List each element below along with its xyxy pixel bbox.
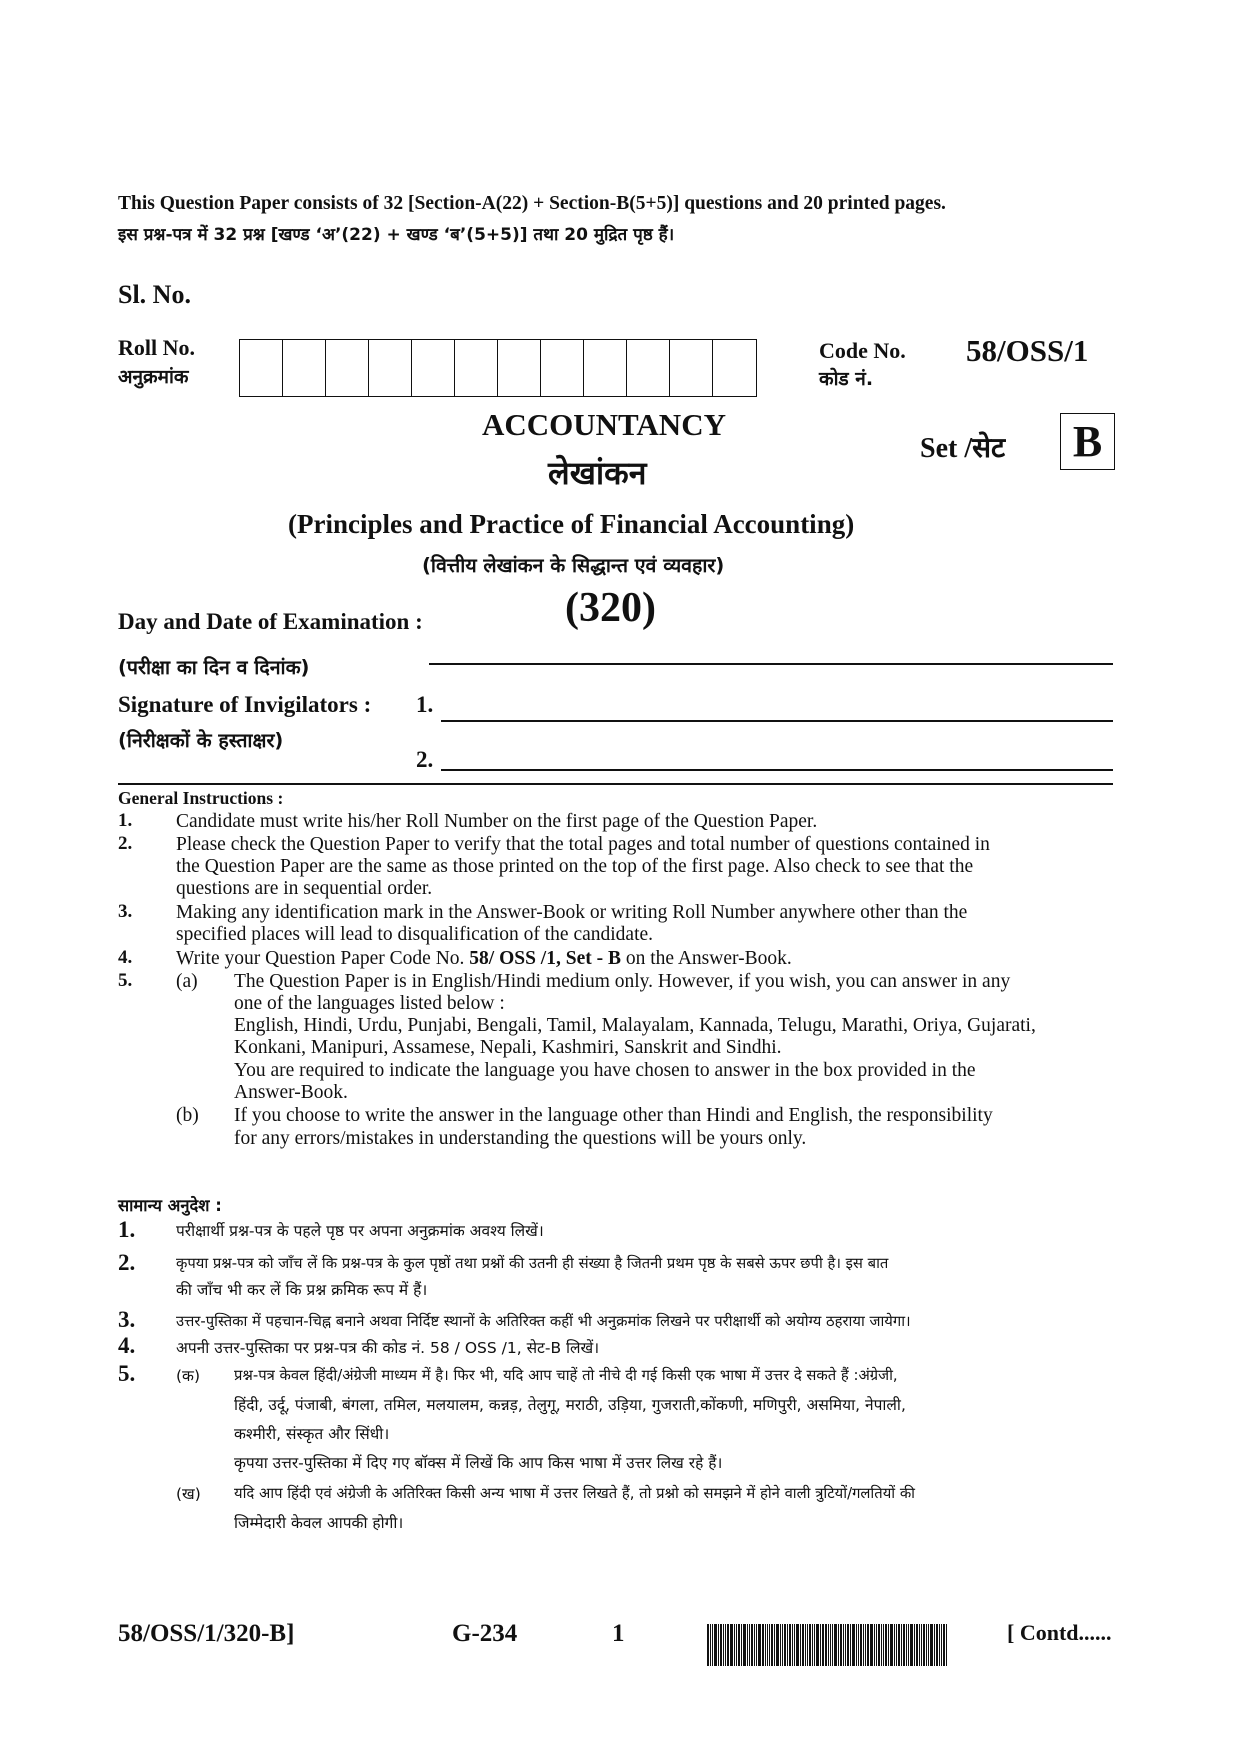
- barcode-bar: [809, 1624, 811, 1666]
- paper-consists-en: This Question Paper consists of 32 [Section-A(22) + Section-B(5+5)] questions and 20 printed pages.: [118, 193, 946, 214]
- barcode-bar: [874, 1624, 875, 1666]
- barcode-bar: [765, 1624, 766, 1666]
- general-instructions-heading-hi: सामान्य अनुदेश :: [118, 1196, 222, 1215]
- instruction-number: 5.: [118, 1361, 136, 1386]
- barcode-bar: [767, 1624, 768, 1666]
- roll-digit-box[interactable]: [412, 340, 455, 396]
- instruction-number: 4.: [118, 947, 133, 968]
- barcode-bar: [710, 1624, 711, 1666]
- barcode-bar: [850, 1624, 851, 1666]
- barcode-bar: [725, 1624, 726, 1666]
- instruction-hi-5a-line-3: कश्मीरी, संस्कृत और सिंधी।: [234, 1425, 390, 1443]
- instruction-5a-label: (a): [176, 971, 198, 992]
- barcode-bar: [794, 1624, 795, 1666]
- instruction-1: Candidate must write his/her Roll Number on the first page of the Question Paper.: [176, 811, 818, 832]
- barcode-bar: [852, 1624, 855, 1666]
- barcode-bar: [908, 1624, 909, 1666]
- roll-digit-box[interactable]: [283, 340, 326, 396]
- barcode-bar: [881, 1624, 882, 1666]
- barcode: [707, 1624, 1005, 1666]
- barcode-bar: [914, 1624, 915, 1666]
- barcode-bar: [730, 1624, 733, 1666]
- barcode-bar: [758, 1624, 761, 1666]
- barcode-bar: [847, 1624, 849, 1666]
- roll-digit-box[interactable]: [240, 340, 283, 396]
- barcode-bar: [941, 1624, 942, 1666]
- barcode-bar: [820, 1624, 821, 1666]
- barcode-bar: [738, 1624, 740, 1666]
- barcode-bar: [921, 1624, 922, 1666]
- instruction-hi-3: उत्तर-पुस्तिका में पहचान-चिह्न बनाने अथवा निर्दिष्ट स्थानों के अतिरिक्त कहीं भी अनुक्रमांक लिखने पर परीक्षार्थी को अयोग्य ठहराया जायेगा।: [176, 1313, 911, 1330]
- instruction-4-text-end: on the Answer-Book.: [620, 948, 792, 969]
- subtitle-hi: (वित्तीय लेखांकन के सिद्धान्त एवं व्यवहार): [422, 554, 725, 577]
- instruction-3-line-2: specified places will lead to disqualification of the candidate.: [176, 924, 654, 945]
- barcode-bar: [747, 1624, 748, 1666]
- instruction-number: 1.: [118, 1217, 136, 1242]
- barcode-bar: [802, 1624, 804, 1666]
- barcode-bar: [840, 1624, 842, 1666]
- instruction-5a-line-2: one of the languages listed below :: [234, 993, 505, 1014]
- signature-1-line[interactable]: [441, 720, 1113, 722]
- instruction-5a-line-3: English, Hindi, Urdu, Punjabi, Bengali, Tamil, Malayalam, Kannada, Telugu, Marathi, Oriya, Gujarati,: [234, 1015, 1036, 1036]
- day-date-label: Day and Date of Examination :: [118, 609, 423, 634]
- subtitle: (Principles and Practice of Financial Accounting): [288, 509, 855, 539]
- roll-digit-box[interactable]: [541, 340, 584, 396]
- barcode-bar: [784, 1624, 786, 1666]
- barcode-bar: [930, 1624, 933, 1666]
- barcode-bar: [863, 1624, 864, 1666]
- roll-no-label-hi: अनुक्रमांक: [118, 366, 189, 388]
- general-instructions-heading: General Instructions :: [118, 788, 284, 808]
- barcode-bar: [878, 1624, 880, 1666]
- instruction-hi-5b-line-1: यदि आप हिंदी एवं अंग्रेजी के अतिरिक्त किसी अन्य भाषा में उत्तर लिखते हैं, तो प्रश्नो को समझने में होने वाली त्रुटियों/गलतियों की: [234, 1485, 916, 1502]
- barcode-bar: [883, 1624, 884, 1666]
- barcode-bar: [894, 1624, 895, 1666]
- instruction-hi-5a-label: (क): [176, 1367, 200, 1385]
- barcode-bar: [916, 1624, 918, 1666]
- instruction-4-code: 58/ OSS /1, Set - B: [469, 948, 621, 969]
- day-date-line[interactable]: [429, 663, 1113, 665]
- barcode-bar: [943, 1624, 945, 1666]
- barcode-bar: [780, 1624, 781, 1666]
- instruction-hi-1: परीक्षार्थी प्रश्न-पत्र के पहले पृष्ठ पर अपना अनुक्रमांक अवश्य लिखें।: [176, 1222, 544, 1240]
- serial-number-label: Sl. No.: [118, 280, 191, 309]
- instruction-number: 2.: [118, 1250, 136, 1275]
- barcode-bar: [834, 1624, 837, 1666]
- barcode-bar: [898, 1624, 900, 1666]
- barcode-bar: [789, 1624, 791, 1666]
- roll-digit-box[interactable]: [627, 340, 670, 396]
- instruction-hi-2-line-1: कृपया प्रश्न-पत्र को जाँच लें कि प्रश्न-पत्र के कुल पृष्ठों तथा प्रश्नों की उतनी ही संख्या है जितनी प्रथम पृष्ठ के सबसे ऊपर छपी है। इस बात: [176, 1255, 889, 1272]
- barcode-bar: [903, 1624, 905, 1666]
- instruction-2-line-2: the Question Paper are the same as those printed on the top of the first page. Also check to see that the: [176, 856, 974, 877]
- continued-label: [ Contd......: [1007, 1620, 1112, 1645]
- instruction-5b-line-2: for any errors/mistakes in understanding the questions will be yours only.: [234, 1128, 807, 1149]
- barcode-bar: [888, 1624, 889, 1666]
- barcode-bar: [876, 1624, 877, 1666]
- barcode-bar: [723, 1624, 724, 1666]
- barcode-bar: [867, 1624, 869, 1666]
- barcode-bar: [751, 1624, 753, 1666]
- barcode-bar: [919, 1624, 920, 1666]
- code-number: 58/OSS/1: [966, 333, 1089, 368]
- barcode-bar: [832, 1624, 833, 1666]
- roll-digit-box[interactable]: [670, 340, 713, 396]
- barcode-bar: [910, 1624, 913, 1666]
- instruction-hi-5a-line-1: प्रश्न-पत्र केवल हिंदी/अंग्रेजी माध्यम में है। फिर भी, यदि आप चाहें तो नीचे दी गई किसी एक भाषा में उत्तर दे सकते हैं :अंग्रेजी,: [234, 1367, 898, 1384]
- roll-digit-box[interactable]: [713, 340, 756, 396]
- barcode-bar: [800, 1624, 801, 1666]
- instruction-number: 2.: [118, 833, 133, 854]
- day-date-label-hi: (परीक्षा का दिन व दिनांक): [118, 656, 310, 679]
- footer-g-code: G-234: [452, 1620, 518, 1647]
- barcode-bar: [776, 1624, 779, 1666]
- barcode-bar: [720, 1624, 722, 1666]
- barcode-bar: [814, 1624, 815, 1666]
- paper-consists-hi: इस प्रश्न-पत्र में 32 प्रश्न [खण्ड ‘अ’(22) + खण्ड ‘ब’(5+5)] तथा 20 मुद्रित पृष्ठ हैं।: [118, 225, 675, 245]
- instruction-hi-2-line-2: की जाँच भी कर लें कि प्रश्न क्रमिक रूप में हैं।: [176, 1281, 428, 1299]
- barcode-bar: [934, 1624, 935, 1666]
- signature-1-number: 1.: [416, 692, 434, 717]
- barcode-bar: [845, 1624, 846, 1666]
- roll-number-boxes[interactable]: [239, 339, 757, 397]
- barcode-bar: [771, 1624, 773, 1666]
- barcode-bar: [825, 1624, 827, 1666]
- barcode-bar: [828, 1624, 829, 1666]
- barcode-bar: [928, 1624, 929, 1666]
- barcode-bar: [822, 1624, 824, 1666]
- instruction-hi-5b-label: (ख): [176, 1485, 201, 1503]
- barcode-bar: [796, 1624, 799, 1666]
- barcode-bar: [756, 1624, 757, 1666]
- course-code: (320): [565, 585, 656, 631]
- barcode-bar: [707, 1624, 709, 1666]
- barcode-bar: [830, 1624, 831, 1666]
- footer-paper-code: 58/OSS/1/320-B]: [118, 1620, 295, 1647]
- barcode-bar: [774, 1624, 775, 1666]
- barcode-bar: [865, 1624, 866, 1666]
- barcode-bar: [870, 1624, 873, 1666]
- instruction-3-line-1: Making any identification mark in the Answer-Book or writing Roll Number anywhere other than the: [176, 902, 968, 923]
- code-no-label: Code No.: [819, 338, 906, 363]
- barcode-bar: [727, 1624, 729, 1666]
- barcode-bar: [901, 1624, 902, 1666]
- barcode-bar: [923, 1624, 925, 1666]
- barcode-bar: [926, 1624, 927, 1666]
- barcode-bar: [712, 1624, 713, 1666]
- instruction-hi-4: अपनी उत्तर-पुस्तिका पर प्रश्न-पत्र की कोड नं. 58 / OSS /1, सेट-B लिखें।: [176, 1339, 600, 1357]
- barcode-bar: [858, 1624, 859, 1666]
- barcode-bar: [807, 1624, 808, 1666]
- instruction-2-line-3: questions are in sequential order.: [176, 878, 433, 899]
- barcode-bar: [754, 1624, 755, 1666]
- barcode-bar: [890, 1624, 893, 1666]
- instruction-number: 1.: [118, 810, 133, 831]
- barcode-bar: [906, 1624, 907, 1666]
- instruction-5a-line-4: Konkani, Manipuri, Assamese, Nepali, Kashmiri, Sanskrit and Sindhi.: [234, 1037, 782, 1058]
- instruction-number: 4.: [118, 1333, 136, 1358]
- barcode-bar: [885, 1624, 887, 1666]
- code-no-label-hi: कोड नं.: [819, 368, 874, 390]
- instruction-5a-line-6: Answer-Book.: [234, 1082, 348, 1103]
- barcode-bar: [816, 1624, 819, 1666]
- barcode-bar: [860, 1624, 862, 1666]
- roll-digit-box[interactable]: [369, 340, 412, 396]
- roll-digit-box[interactable]: [455, 340, 498, 396]
- barcode-bar: [749, 1624, 750, 1666]
- barcode-bar: [714, 1624, 717, 1666]
- subject-title-hi: लेखांकन: [548, 454, 647, 492]
- page-number: 1: [612, 1620, 625, 1647]
- roll-no-label: Roll No.: [118, 335, 195, 360]
- barcode-bar: [792, 1624, 793, 1666]
- barcode-bar: [769, 1624, 770, 1666]
- signature-label: Signature of Invigilators :: [118, 692, 372, 717]
- roll-digit-box[interactable]: [326, 340, 369, 396]
- set-box: B: [1060, 413, 1115, 470]
- barcode-bar: [939, 1624, 940, 1666]
- instruction-hi-5b-line-2: जिम्मेदारी केवल आपकी होगी।: [234, 1514, 404, 1532]
- set-label: Set /सेट: [920, 433, 1006, 464]
- barcode-bar: [782, 1624, 783, 1666]
- instruction-4-text: Write your Question Paper Code No.: [176, 948, 470, 969]
- signature-2-line[interactable]: [441, 769, 1113, 771]
- instruction-2-line-1: Please check the Question Paper to verify that the total pages and total number of questions contained in: [176, 834, 990, 855]
- instruction-5b-label: (b): [176, 1105, 199, 1126]
- instruction-number: 5.: [118, 970, 133, 991]
- instruction-number: 3.: [118, 901, 133, 922]
- instruction-5b-line-1: If you choose to write the answer in the language other than Hindi and English, the responsibility: [234, 1105, 993, 1126]
- barcode-bar: [896, 1624, 897, 1666]
- barcode-bar: [843, 1624, 844, 1666]
- barcode-bar: [856, 1624, 857, 1666]
- instruction-hi-5a-line-4: कृपया उत्तर-पुस्तिका में दिए गए बॉक्स में लिखें कि आप किस भाषा में उत्तर लिख रहे हैं।: [234, 1454, 723, 1472]
- barcode-bar: [805, 1624, 806, 1666]
- barcode-bar: [812, 1624, 813, 1666]
- roll-digit-box[interactable]: [498, 340, 541, 396]
- instruction-hi-5a-line-2: हिंदी, उर्दू, पंजाबी, बंगला, तमिल, मलयालम, कन्नड़, तेलुगू, मराठी, उड़िया, गुजराती,कोंकणी, मणिपुरी, असमिया, नेपाली,: [234, 1396, 906, 1414]
- divider-line: [118, 783, 1113, 785]
- barcode-bar: [734, 1624, 735, 1666]
- barcode-bar: [787, 1624, 788, 1666]
- barcode-bar: [936, 1624, 938, 1666]
- instruction-4: [176, 947, 792, 970]
- subject-title: ACCOUNTANCY: [482, 407, 726, 442]
- barcode-bar: [838, 1624, 839, 1666]
- instruction-number: 3.: [118, 1307, 136, 1332]
- barcode-bar: [743, 1624, 746, 1666]
- signature-2-number: 2.: [416, 747, 434, 772]
- instruction-5a-line-1: The Question Paper is in English/Hindi medium only. However, if you wish, you can answer in any: [234, 971, 1011, 992]
- barcode-bar: [736, 1624, 737, 1666]
- instruction-5a-line-5: You are required to indicate the language you have chosen to answer in the box provided in the: [234, 1060, 976, 1081]
- signature-label-hi: (निरीक्षकों के हस्ताक्षर): [118, 729, 284, 752]
- barcode-bar: [741, 1624, 742, 1666]
- barcode-bar: [946, 1624, 947, 1666]
- roll-digit-box[interactable]: [584, 340, 627, 396]
- barcode-bar: [718, 1624, 719, 1666]
- barcode-bar: [762, 1624, 764, 1666]
